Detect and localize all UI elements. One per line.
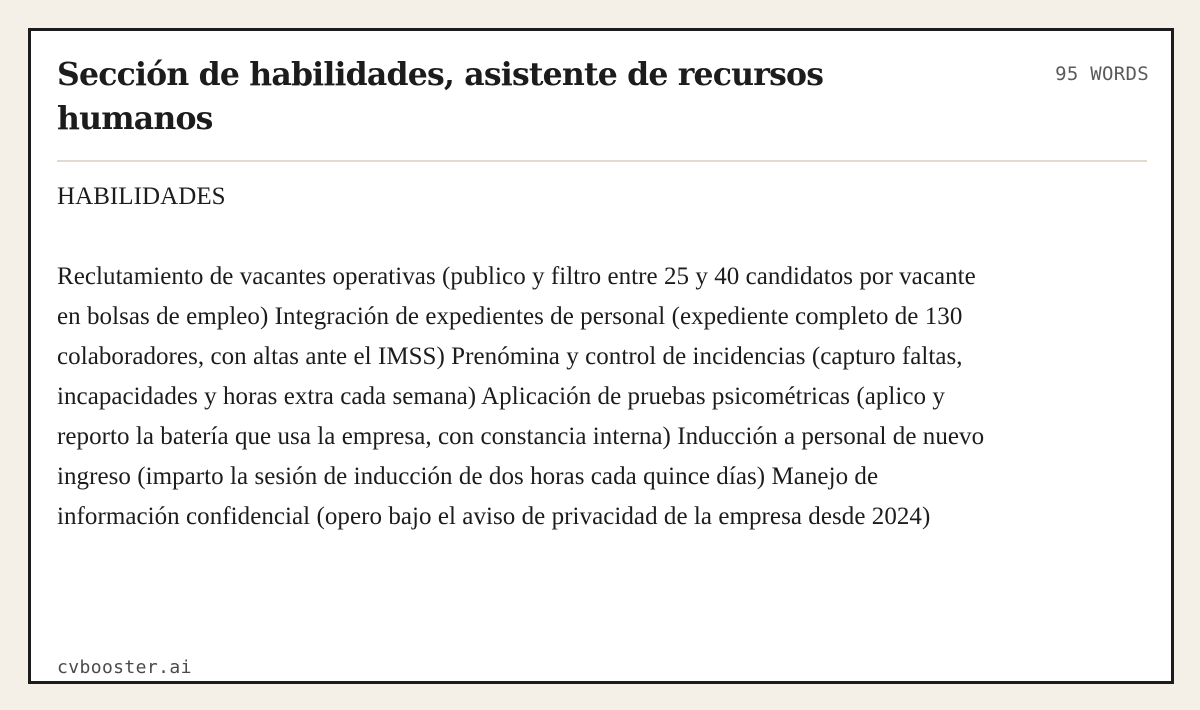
document-card [28, 28, 1174, 684]
document-body: HABILIDADES Reclutamiento de vacantes operativas (publico y filtro entre 25 y 40 candidatos por vacante en bolsas de empleo) Integración de expedientes de personal (expediente completo de 130 colaboradores, con altas ante el IMSS) Prenómina y control de incidencias (capturo faltas, incapacidades y horas extra cada semana) Aplicación de pruebas psicométricas (aplico y reporto la batería que usa la empresa, con constancia interna) Inducción a personal de nuevo ingreso (imparto la sesión de inducción de dos horas cada quince días) Manejo de información confidencial (opero bajo el aviso de privacidad de la empresa desde 2024) [57, 183, 985, 530]
header-divider [57, 160, 1147, 162]
footer-brand: cvbooster.ai [57, 657, 192, 678]
card-header [57, 53, 1147, 141]
word-count-badge: 95 WORDS [1055, 63, 1149, 85]
page-title: Sección de habilidades, asistente de recursos humanos [57, 56, 824, 137]
